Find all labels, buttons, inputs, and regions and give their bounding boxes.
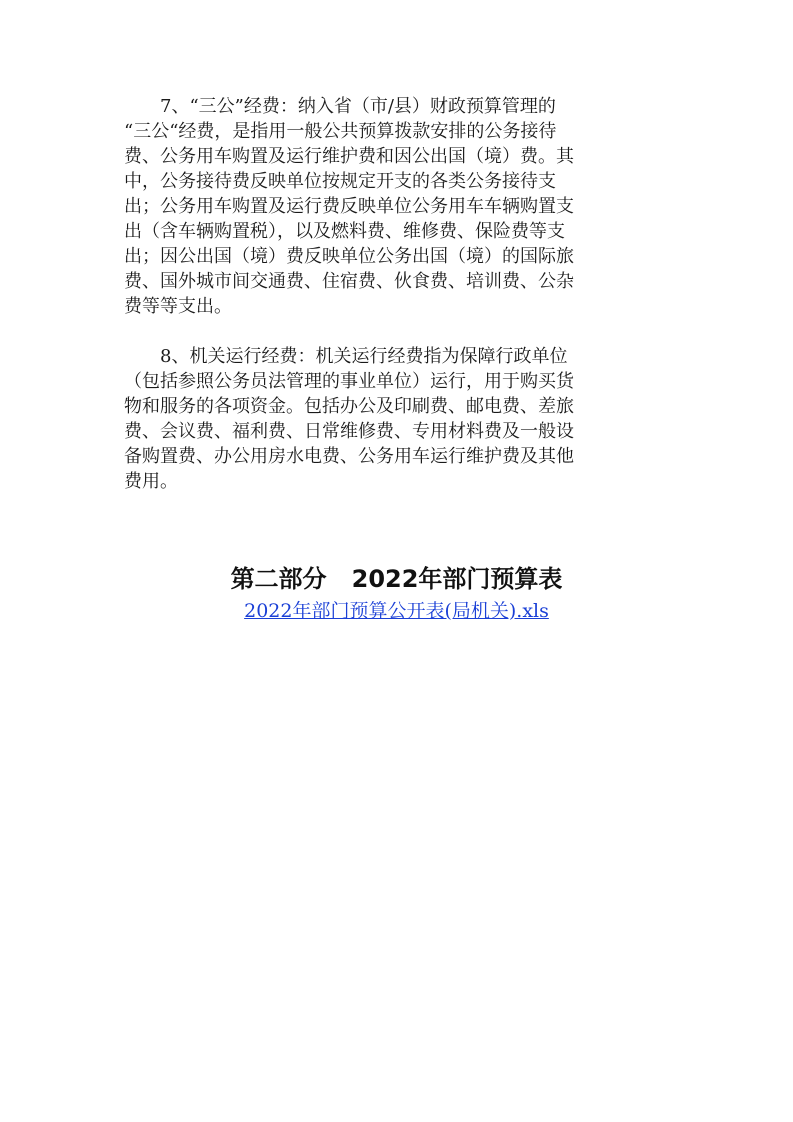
paragraph-line: 费等等支出。	[124, 296, 232, 317]
paragraph-line: 备购置费、办公用房水电费、公务用车运行维护费及其他	[124, 446, 574, 467]
paragraph-line: 费、公务用车购置及运行维护费和因公出国（境）费。其	[124, 146, 574, 167]
paragraph-line: 费、会议费、福利费、日常维修费、专用材料费及一般设	[124, 421, 574, 442]
paragraph-line: 8、机关运行经费：机关运行经费指为保障行政单位	[160, 346, 568, 367]
paragraph-line: “三公“经费，是指用一般公共预算拨款安排的公务接待	[124, 121, 557, 142]
paragraph-line: 出；公务用车购置及运行费反映单位公务用车车辆购置支	[124, 196, 574, 217]
paragraph-line: 出；因公出国（境）费反映单位公务出国（境）的国际旅	[124, 246, 574, 267]
paragraph-line: 费、国外城市间交通费、住宿费、伙食费、培训费、公杂	[124, 271, 574, 292]
paragraph-operating-expenses	[124, 344, 674, 494]
paragraph-line: 费用。	[124, 471, 178, 492]
paragraph-three-public-expenses	[124, 94, 674, 319]
paragraph-line: 中，公务接待费反映单位按规定开支的各类公务接待支	[124, 171, 556, 192]
paragraph-line: （包括参照公务员法管理的事业单位）运行，用于购买货	[124, 371, 574, 392]
paragraph-line: 物和服务的各项资金。包括办公及印刷费、邮电费、差旅	[124, 396, 574, 417]
budget-table-file-link[interactable]: 2022年部门预算公开表(局机关).xls	[244, 600, 549, 622]
paragraph-line: 出（含车辆购置税），以及燃料费、维修费、保险费等支	[124, 221, 565, 242]
paragraph-line: 7、“三公”经费：纳入省（市/县）财政预算管理的	[160, 96, 556, 117]
section-title: 第二部分 2022年部门预算表	[230, 565, 563, 593]
